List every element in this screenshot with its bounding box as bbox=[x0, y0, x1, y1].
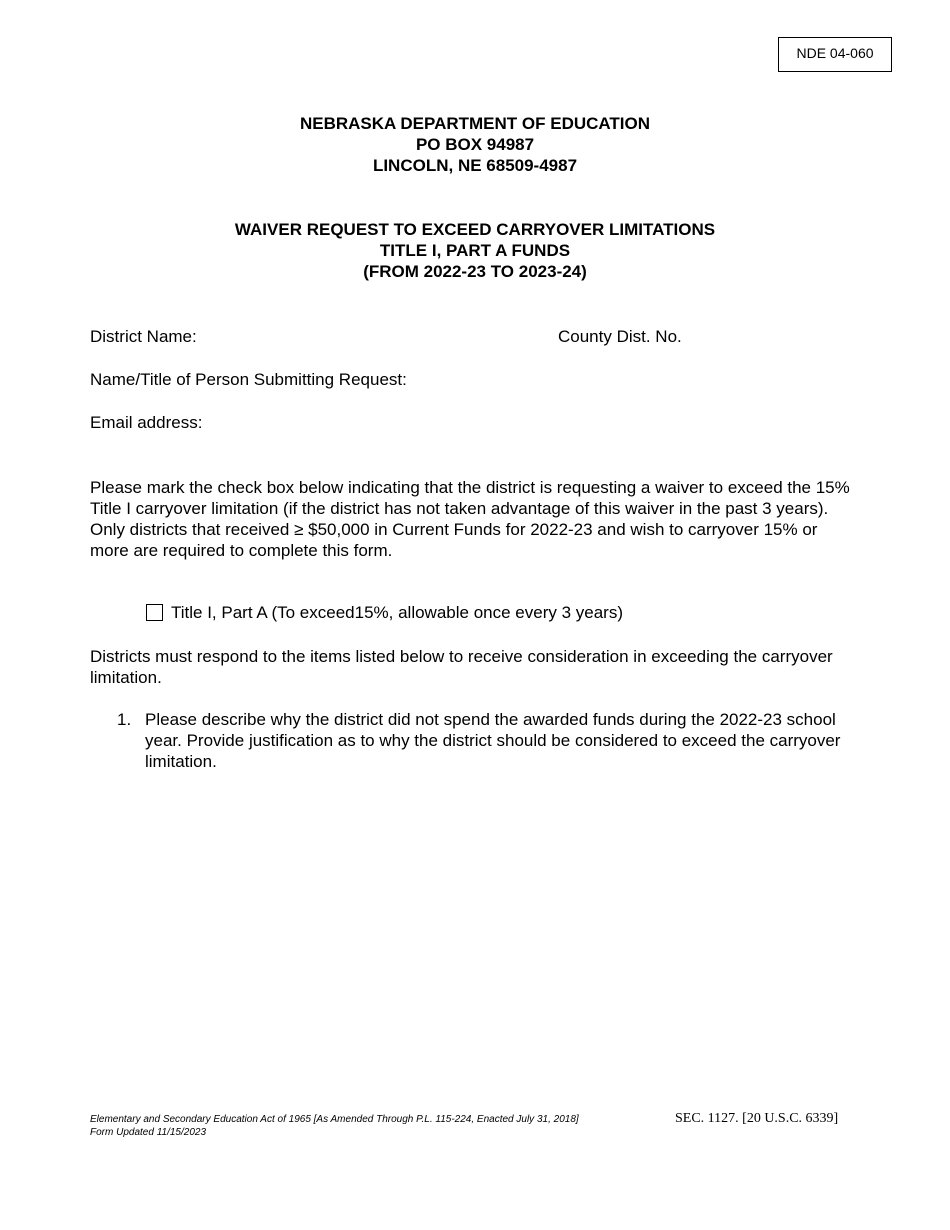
district-name-field[interactable]: District Name: bbox=[90, 327, 197, 346]
list-item-number: 1. bbox=[117, 710, 132, 729]
form-title-line-1: WAIVER REQUEST TO EXCEED CARRYOVER LIMITATIONS bbox=[234, 220, 716, 239]
title-i-checkbox-label: Title I, Part A (To exceed15%, allowable once every 3 years) bbox=[171, 603, 623, 622]
title-i-checkbox-row[interactable] bbox=[146, 602, 623, 623]
email-field[interactable]: Email address: bbox=[90, 413, 203, 432]
agency-city: LINCOLN, NE 68509-4987 bbox=[372, 156, 578, 175]
form-number-box: NDE 04-060 bbox=[778, 37, 892, 72]
footer-section: SEC. 1127. [20 U.S.C. 6339] bbox=[675, 1111, 839, 1126]
footer-updated: Form Updated 11/15/2023 bbox=[90, 1127, 207, 1138]
footer-citation bbox=[90, 1113, 579, 1139]
list-item bbox=[117, 709, 867, 772]
list-item-text: Please describe why the district did not spend the awarded funds during the 2022-23 school year. Provide justification as to why the district should be considered to exceed the carryover limitation. bbox=[145, 710, 841, 771]
county-dist-no-field[interactable]: County Dist. No. bbox=[558, 327, 682, 346]
title-i-checkbox[interactable] bbox=[146, 604, 163, 621]
form-title-line-2: TITLE I, PART A FUNDS bbox=[379, 241, 571, 260]
agency-name: NEBRASKA DEPARTMENT OF EDUCATION bbox=[299, 114, 651, 133]
form-title bbox=[0, 219, 950, 282]
name-title-field[interactable]: Name/Title of Person Submitting Request: bbox=[90, 370, 407, 389]
respond-paragraph: Districts must respond to the items listed below to receive consideration in exceeding the carryover limitation. bbox=[90, 647, 833, 687]
instructions-paragraph: Please mark the check box below indicating that the district is requesting a waiver to exceed the 15% Title I carryover limitation (if the district has not taken advantage of this waiver in the past 3 years). Only districts that received ≥ $50,000 in Current Funds for 2022-23 and wish to carryover 15% or more are required to complete this form. bbox=[90, 478, 850, 560]
agency-header bbox=[0, 113, 950, 176]
agency-po-box: PO BOX 94987 bbox=[415, 135, 535, 154]
form-title-line-3: (FROM 2022-23 TO 2023-24) bbox=[363, 262, 587, 281]
footer-act: Elementary and Secondary Education Act of 1965 [As Amended Through P.L. 115-224, Enacted July 31, 2018] bbox=[90, 1114, 579, 1125]
